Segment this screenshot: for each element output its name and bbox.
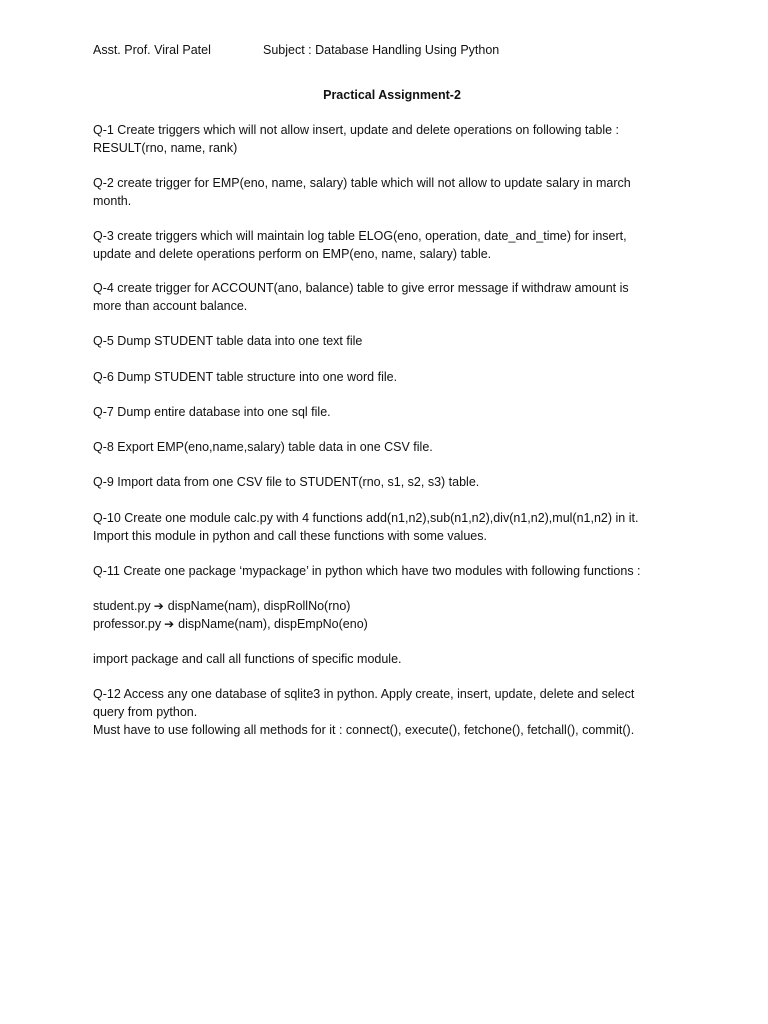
question-1 [93, 121, 693, 157]
right-arrow-icon: ➔ [153, 599, 164, 613]
question-text: Q-12 Access any one database of sqlite3 in python. Apply create, insert, update, delete and select [93, 687, 635, 701]
question-text: Q-7 Dump entire database into one sql file. [93, 405, 331, 419]
question-6 [93, 368, 693, 386]
question-text: Q-4 create trigger for ACCOUNT(ano, balance) table to give error message if withdraw amount is [93, 281, 629, 295]
question-text: Must have to use following all methods for it : connect(), execute(), fetchone(), fetchall(), commit(). [93, 723, 635, 737]
question-10 [93, 509, 693, 545]
student-module-line [93, 597, 693, 615]
subject-line: Subject : Database Handling Using Python [263, 43, 500, 57]
professor-module-name: professor.py [93, 617, 162, 631]
question-9 [93, 473, 693, 491]
author-name: Asst. Prof. Viral Patel [93, 43, 211, 57]
question-3 [93, 227, 693, 263]
question-text: import package and call all functions of specific module. [93, 652, 402, 666]
question-text: Q-3 create triggers which will maintain log table ELOG(eno, operation, date_and_time) for insert, [93, 229, 627, 243]
question-4 [93, 279, 693, 315]
question-text: Q-10 Create one module calc.py with 4 functions add(n1,n2),sub(n1,n2),div(n1,n2),mul(n1,n2) in it. [93, 511, 639, 525]
question-5 [93, 332, 693, 350]
question-text: query from python. [93, 705, 198, 719]
question-text: month. [93, 194, 132, 208]
page-title: Practical Assignment-2 [323, 88, 461, 102]
question-2 [93, 174, 693, 210]
question-text: more than account balance. [93, 299, 248, 313]
question-text: Q-8 Export EMP(eno,name,salary) table data in one CSV file. [93, 440, 433, 454]
student-module-functions: dispName(nam), dispRollNo(rno) [167, 599, 351, 613]
professor-module-line [93, 615, 693, 633]
question-12 [93, 685, 693, 739]
document-header [93, 41, 693, 59]
question-text: Q-2 create trigger for EMP(eno, name, salary) table which will not allow to update salary in march [93, 176, 631, 190]
question-text: Q-5 Dump STUDENT table data into one text file [93, 334, 363, 348]
question-text: RESULT(rno, name, rank) [93, 141, 238, 155]
question-11-closing [93, 650, 693, 668]
question-text: Q-6 Dump STUDENT table structure into one word file. [93, 370, 398, 384]
module-function-list [93, 597, 693, 633]
question-text: Q-9 Import data from one CSV file to STUDENT(rno, s1, s2, s3) table. [93, 475, 480, 489]
question-11 [93, 562, 693, 580]
right-arrow-icon: ➔ [164, 617, 175, 631]
question-8 [93, 438, 693, 456]
question-text: Import this module in python and call these functions with some values. [93, 529, 487, 543]
question-text: Q-11 Create one package ‘mypackage’ in python which have two modules with following functions : [93, 564, 641, 578]
question-text: update and delete operations perform on EMP(eno, name, salary) table. [93, 247, 492, 261]
professor-module-functions: dispName(nam), dispEmpNo(eno) [178, 617, 368, 631]
question-text: Q-1 Create triggers which will not allow insert, update and delete operations on following table : [93, 123, 619, 137]
student-module-name: student.py [93, 599, 151, 613]
question-7 [93, 403, 693, 421]
